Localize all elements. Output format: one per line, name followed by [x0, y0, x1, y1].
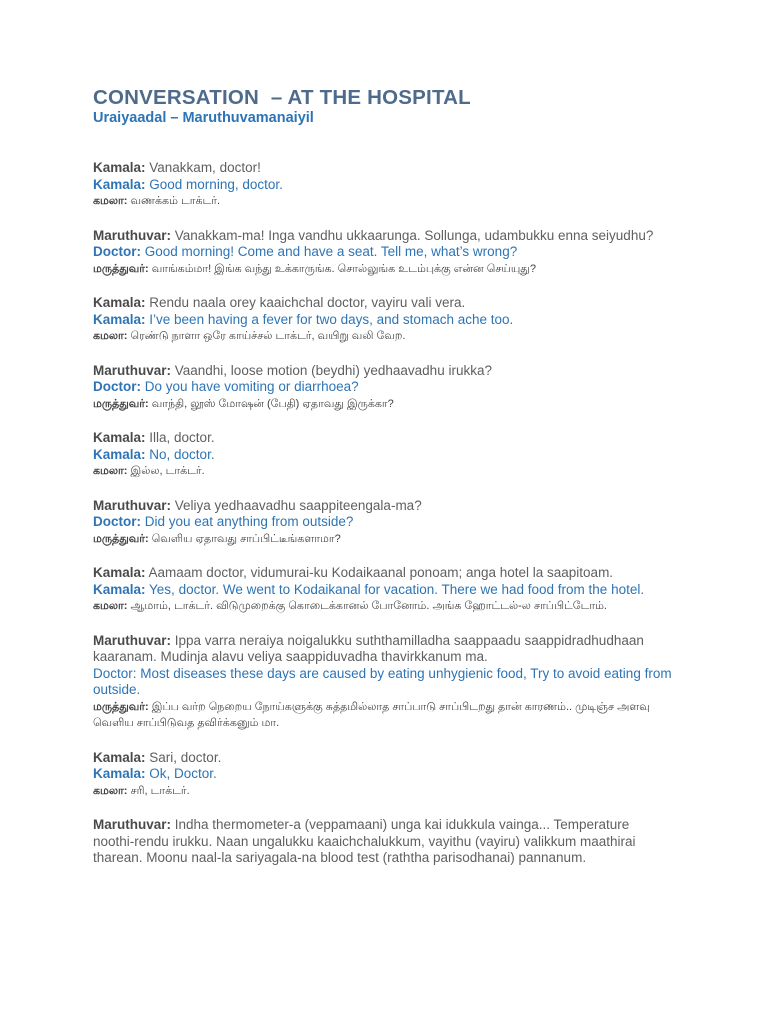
translit-line: [93, 295, 673, 312]
translit-line: [93, 160, 673, 177]
dialogue-block: [93, 228, 673, 278]
speaker-label: Kamala:: [93, 160, 146, 175]
dialogue-block: [93, 817, 673, 867]
dialogue-text: சரி, டாக்டர்.: [127, 784, 190, 797]
dialogue-text: Ippa varra neraiya noigalukku suththamilladha saappaadu saappidradhudhaan kaaranam. Mudinja alavu veliya saappiduvadha thavirkkanum ma.: [93, 632, 644, 664]
dialogue-text: Most diseases these days are caused by eating unhygienic food, Try to avoid eating from outside.: [93, 665, 672, 697]
dialogue-text: ஆமாம், டாக்டர். விடுமுறைக்கு கொடைக்கானல் போனோம். அங்க ஹோட்டல்-ல சாப்பிட்டோம்.: [127, 600, 607, 612]
speaker-label: Kamala:: [93, 581, 146, 597]
speaker-label: கமலா:: [93, 195, 128, 207]
dialogue-text: Yes, doctor. We went to Kodaikanal for vacation. There we had food from the hotel.: [145, 581, 645, 597]
speaker-label: Kamala:: [93, 749, 146, 765]
document-title: CONVERSATION – AT THE HOSPITAL: [93, 86, 471, 109]
speaker-label: Maruthuvar:: [93, 227, 172, 243]
tamil-line: [93, 531, 673, 548]
dialogue-block: [93, 160, 673, 210]
dialogue-text: Vaandhi, loose motion (beydhi) yedhaavadhu irukka?: [171, 362, 492, 378]
dialogue-block: [93, 363, 673, 413]
translit-line: [93, 750, 673, 767]
speaker-label: Maruthuvar:: [93, 632, 172, 648]
dialogue-text: Vanakkam, doctor!: [145, 160, 261, 175]
tamil-line: [93, 396, 673, 413]
speaker-label: Doctor:: [93, 665, 137, 681]
dialogue-text: Did you eat anything from outside?: [141, 514, 354, 529]
dialogue-text: No, doctor.: [145, 446, 215, 462]
speaker-label: மருத்துவர்:: [93, 532, 149, 545]
english-line: [93, 666, 673, 699]
dialogue-text: Good morning! Come and have a seat. Tell me, what’s wrong?: [141, 244, 518, 259]
speaker-label: Kamala:: [93, 295, 146, 310]
english-line: [93, 244, 673, 261]
dialogue-block: [93, 633, 673, 732]
translit-line: [93, 565, 673, 582]
speaker-label: Kamala:: [93, 766, 146, 781]
dialogue-text: வணக்கம் டாக்டர்.: [127, 195, 221, 207]
dialogue-text: Rendu naala orey kaaichchal doctor, vayiru vali vera.: [145, 295, 466, 310]
tamil-line: [93, 699, 673, 732]
dialogue-block: [93, 498, 673, 548]
english-line: [93, 447, 673, 464]
translit-line: [93, 633, 673, 666]
document-subtitle: Uraiyaadal – Maruthuvamanaiyil: [93, 110, 314, 126]
tamil-line: [93, 261, 673, 278]
english-line: [93, 766, 673, 783]
tamil-line: [93, 193, 673, 210]
dialogue-text: வாந்தி, லூஸ் மோஷன் (பேதி) ஏதாவது இருக்கா?: [148, 397, 394, 410]
dialogue-text: வெளிய ஏதாவது சாப்பிட்டீங்களாமா?: [148, 532, 341, 545]
speaker-label: மருத்துவர்:: [93, 397, 149, 410]
dialogue-text: Do you have vomiting or diarrhoea?: [141, 379, 359, 394]
tamil-line: [93, 783, 673, 800]
tamil-line: [93, 463, 673, 480]
translit-line: [93, 228, 673, 245]
english-line: [93, 177, 673, 194]
english-line: [93, 312, 673, 329]
dialogue-text: Illa, doctor.: [145, 430, 215, 445]
translit-line: [93, 498, 673, 515]
translit-line: [93, 430, 673, 447]
speaker-label: கமலா:: [93, 330, 128, 342]
speaker-label: கமலா:: [93, 465, 128, 477]
english-line: [93, 379, 673, 396]
speaker-label: Maruthuvar:: [93, 362, 172, 378]
dialogue-text: ரெண்டு நாளா ஒரே காய்ச்சல் டாக்டர், வயிறு வலி வேற.: [127, 330, 406, 342]
dialogue-text: இப்ப வர்ற நெறைய நோய்களுக்கு சுத்தமில்லாத சாப்பாடு சாப்பிடறது தான் காரணம்.. முடிஞ்ச அளவு வெளிய சாப்பிடுவத தவிர்க்கனும் மா.: [93, 700, 650, 729]
speaker-label: Maruthuvar:: [93, 817, 172, 832]
dialogue-text: Aamaam doctor, vidumurai-ku Kodaikaanal ponoam; anga hotel la saapitoam.: [145, 565, 614, 580]
conversation: [93, 160, 673, 885]
english-line: [93, 514, 673, 531]
dialogue-text: வாங்கம்மா! இங்க வந்து உக்காருங்க. சொல்லுங்க உடம்புக்கு என்ன செய்யுது?: [148, 262, 536, 275]
tamil-line: [93, 598, 673, 615]
dialogue-block: [93, 565, 673, 615]
speaker-label: Doctor:: [93, 379, 141, 394]
dialogue-text: I’ve been having a fever for two days, and stomach ache too.: [145, 311, 514, 327]
tamil-line: [93, 328, 673, 345]
speaker-label: Kamala:: [93, 565, 146, 580]
dialogue-text: Good morning, doctor.: [145, 176, 283, 192]
dialogue-text: Vanakkam-ma! Inga vandhu ukkaarunga. Sollunga, udambukku enna seiyudhu?: [171, 227, 654, 243]
dialogue-text: Sari, doctor.: [145, 749, 222, 765]
dialogue-block: [93, 430, 673, 480]
speaker-label: Kamala:: [93, 311, 146, 327]
translit-line: [93, 817, 673, 867]
translit-line: [93, 363, 673, 380]
speaker-label: மருத்துவர்:: [93, 262, 149, 275]
speaker-label: Doctor:: [93, 244, 141, 259]
speaker-label: Kamala:: [93, 430, 146, 445]
speaker-label: கமலா:: [93, 600, 128, 612]
dialogue-text: Ok, Doctor.: [145, 766, 217, 781]
speaker-label: Kamala:: [93, 176, 146, 192]
dialogue-text: இல்ல, டாக்டர்.: [127, 465, 205, 477]
speaker-label: மருத்துவர்:: [93, 700, 149, 713]
speaker-label: Maruthuvar:: [93, 497, 172, 513]
speaker-label: கமலா:: [93, 784, 128, 797]
dialogue-text: Veliya yedhaavadhu saappiteengala-ma?: [171, 497, 422, 513]
dialogue-text: Indha thermometer-a (veppamaani) unga kai idukkula vainga... Temperature noothi-rendu irukku. Naan ungalukku kaaichchalukkum, vayithu (vayiru) valikkum maathirai tharean. Moonu naal-la sariyagala-na blood test (raththa parisodhanai) pannanum.: [93, 817, 636, 865]
dialogue-block: [93, 750, 673, 800]
speaker-label: Kamala:: [93, 446, 146, 462]
english-line: [93, 582, 673, 599]
speaker-label: Doctor:: [93, 514, 141, 529]
dialogue-block: [93, 295, 673, 345]
